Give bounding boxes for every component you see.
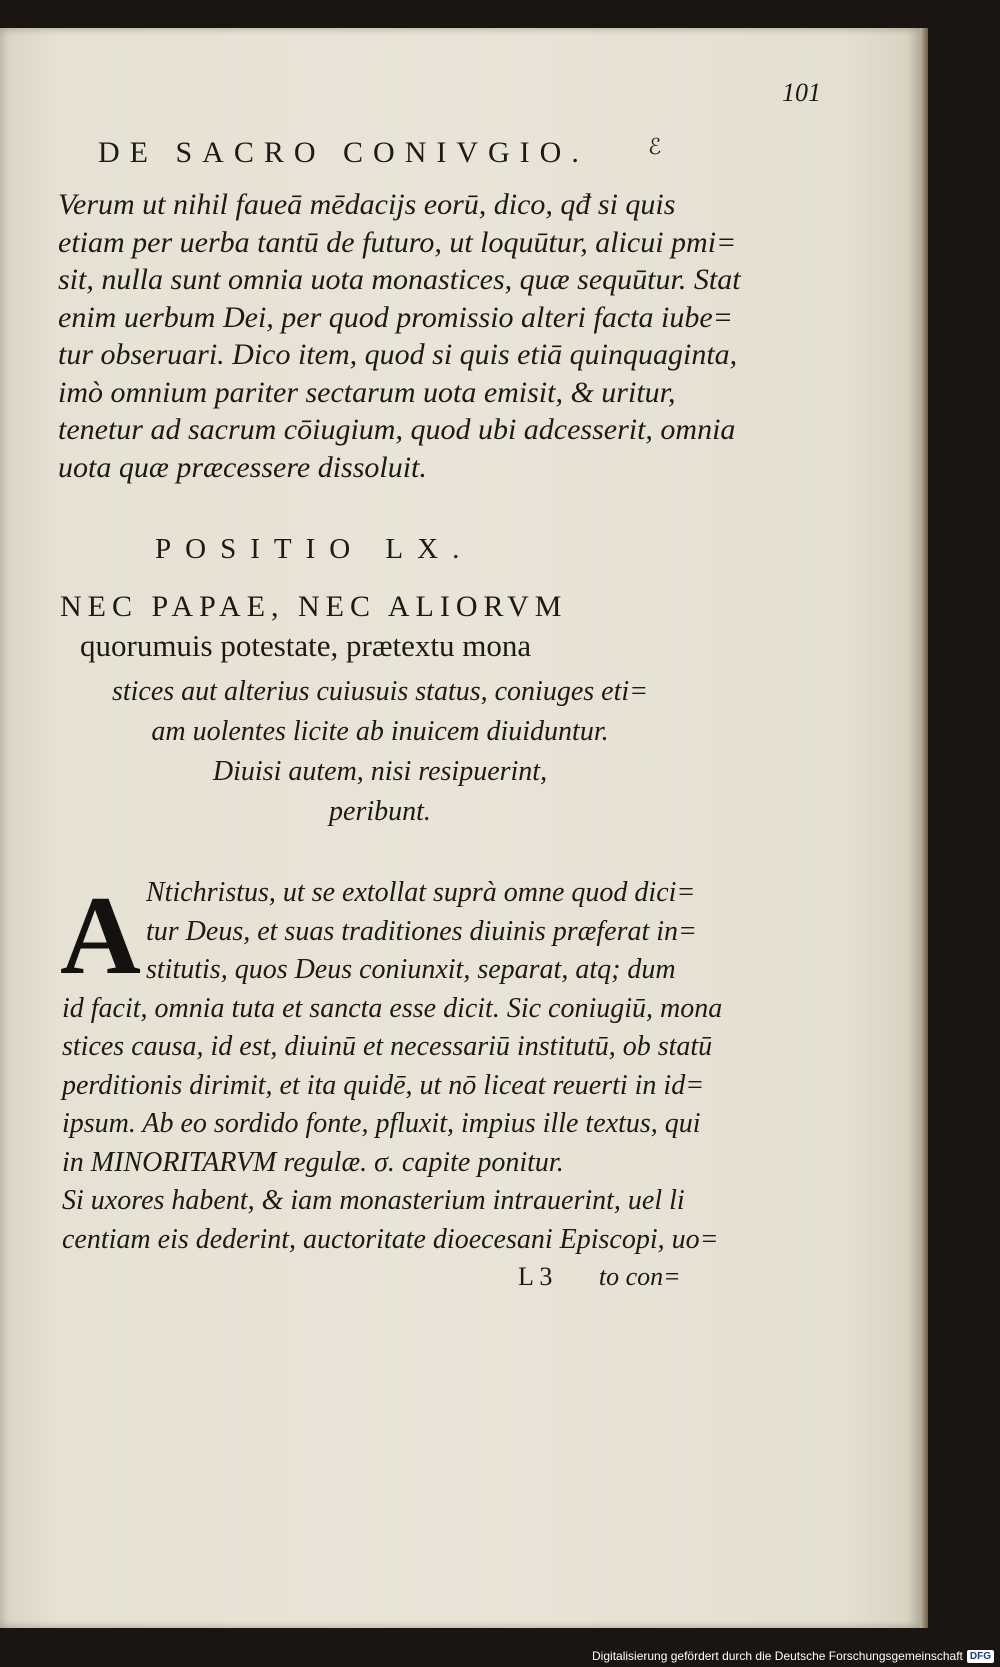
thesis-caps-line: NEC PAPAE, NEC ALIORVM [60, 590, 568, 623]
text-line: perditionis dirimit, et ita quidē, ut nō liceat reuerti in id= [62, 1069, 705, 1101]
running-head: DE SACRO CONIVGIO. [98, 136, 589, 169]
text-line: Ntichristus, ut se extollat suprà omne quod dici= [146, 877, 696, 908]
text-line: stices causa, id est, diuinū et necessariū institutū, ob statū [62, 1031, 713, 1062]
text-line: am uolentes licite ab inuicem diuiduntur. [151, 716, 609, 747]
text-line: centiam eis dederint, auctoritate dioecesani Episcopi, uo= [62, 1223, 719, 1255]
text-line: tur obseruari. Dico item, quod si quis etiā quinquaginta, [58, 338, 738, 371]
dfg-logo-icon: DFG [967, 1650, 994, 1663]
main-paragraph [62, 874, 723, 1259]
text-line: stitutis, quos Deus coniunxit, separat, atq; dum [146, 954, 676, 985]
text-line: id facit, omnia tuta et sancta esse dicit. Sic coniugiū, mona [62, 992, 723, 1024]
credit-text: Digitalisierung gefördert durch die Deutsche Forschungsgemeinschaft [592, 1649, 963, 1663]
text-line: Diuisi autem, nisi resipuerint, [212, 756, 548, 787]
digitization-credit [592, 1649, 994, 1663]
text-line: tenetur ad sacrum cōiugium, quod ubi adcesserit, omnia [58, 413, 736, 446]
text-line: Verum ut nihil faueā mēdacijs eorū, dico, qđ si quis [58, 188, 676, 221]
text-line: ipsum. Ab eo sordido fonte, pfluxit, impius ille textus, qui [62, 1108, 701, 1139]
text-line: Si uxores habent, & iam monasterium intrauerint, uel li [62, 1185, 685, 1216]
text-line: enim uerbum Dei, per quod promissio alteri facta iube= [58, 300, 733, 334]
signature-line [518, 1262, 681, 1292]
text-line: sit, nulla sunt omnia uota monastices, quæ sequūtur. Stat [58, 263, 741, 296]
text-line: etiam per uerba tantū de futuro, ut loquūtur, alicui pmi= [58, 225, 737, 259]
text-line: in MINORITARVM regulæ. σ. capite ponitur. [62, 1146, 564, 1178]
positio-heading: POSITIO LX. [155, 533, 474, 565]
ornament-mark: ℰ [648, 134, 662, 159]
folio-number: 101 [782, 78, 821, 107]
text-line: imò omnium pariter sectarum uota emisit, & uritur, [58, 375, 676, 409]
preface-paragraph [58, 186, 741, 486]
text-line: tur Deus, et suas traditiones diuinis præferat in= [146, 915, 697, 947]
thesis-italic-block [80, 672, 680, 832]
signature-mark: L 3 [518, 1262, 553, 1291]
catchword: to con= [598, 1262, 681, 1291]
thesis-roman-line: quorumuis potestate, prætextu mona [80, 628, 532, 663]
text-line: peribunt. [329, 796, 431, 827]
text-line: uota quæ præcessere dissoluit. [58, 450, 427, 484]
page-edge [920, 28, 928, 1628]
drop-cap: A [60, 874, 141, 998]
text-line: stices aut alterius cuiusuis status, coniuges eti= [111, 676, 649, 707]
